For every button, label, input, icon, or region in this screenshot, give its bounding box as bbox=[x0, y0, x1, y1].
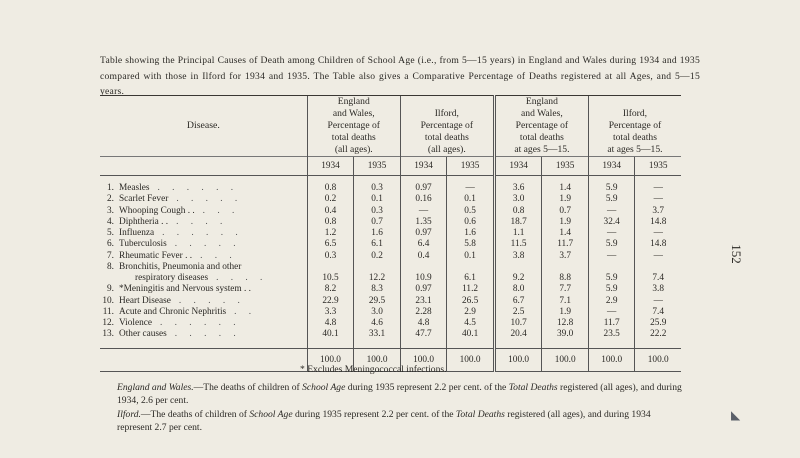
value-cell: 3.0 bbox=[354, 307, 401, 318]
row-number: 6. bbox=[107, 239, 114, 250]
value-cell: 33.1 bbox=[354, 329, 401, 340]
value-cell: 23.5 bbox=[588, 329, 635, 340]
value-cell: 3.8 bbox=[494, 251, 542, 262]
table-row bbox=[100, 251, 681, 262]
value-cell: 20.4 bbox=[494, 329, 542, 340]
leader-dots: . . . . . bbox=[174, 239, 241, 250]
value-cell: 0.97 bbox=[400, 183, 447, 194]
leader-dots: . . . . . bbox=[176, 194, 243, 205]
value-cell: 0.2 bbox=[307, 194, 354, 205]
value-cell: 9.2 bbox=[494, 273, 542, 284]
total-cell: 100.0 bbox=[542, 348, 589, 371]
row-number: 7. bbox=[107, 250, 114, 261]
year-header: 1935 bbox=[635, 157, 681, 176]
disease-name-cell bbox=[100, 194, 307, 205]
value-cell: 1.4 bbox=[542, 183, 589, 194]
disease-name: Influenza bbox=[119, 228, 155, 238]
value-cell: 11.7 bbox=[588, 318, 635, 329]
value-cell: 12.8 bbox=[542, 318, 589, 329]
table-row bbox=[100, 284, 681, 295]
value-cell: 0.7 bbox=[354, 217, 401, 228]
value-cell: 0.97 bbox=[400, 284, 447, 295]
value-cell: — bbox=[635, 251, 681, 262]
value-cell: 6.4 bbox=[400, 239, 447, 250]
leader-dots: . . . bbox=[200, 250, 237, 261]
value-cell: 8.0 bbox=[494, 284, 542, 295]
disease-name-cell bbox=[100, 206, 307, 217]
row-number: 11. bbox=[102, 306, 114, 317]
table-row bbox=[100, 296, 681, 307]
leader-dots: . . . . . bbox=[174, 329, 241, 340]
value-cell: 0.1 bbox=[447, 251, 495, 262]
table-row bbox=[100, 228, 681, 239]
value-cell: 0.4 bbox=[400, 251, 447, 262]
table-row bbox=[100, 273, 681, 284]
disease-name-cell bbox=[100, 329, 307, 340]
year-header: 1935 bbox=[542, 157, 589, 176]
row-number: 4. bbox=[107, 216, 114, 227]
value-cell: 1.6 bbox=[447, 228, 495, 239]
table-row bbox=[100, 206, 681, 217]
paragraph-ilford: Ilford.—The deaths of children of School Age during 1935 represent 2.2 per cent. of the Total Deaths registered (all ages), and during 1934 represent 2.7 per cent. bbox=[117, 409, 651, 433]
disease-name-cell bbox=[100, 284, 307, 295]
row-number: 10. bbox=[102, 295, 114, 306]
table-row bbox=[100, 318, 681, 329]
total-cell: 100.0 bbox=[447, 348, 495, 371]
row-number: 13. bbox=[102, 329, 114, 340]
header-ew-5-15: England and Wales, Percentage of total deaths at ages 5—15. bbox=[494, 96, 588, 157]
value-cell: 18.7 bbox=[494, 217, 542, 228]
total-cell: 100.0 bbox=[307, 348, 354, 371]
disease-name: Whooping Cough . . bbox=[119, 205, 195, 216]
table-row bbox=[100, 194, 681, 205]
disease-name: Scarlet Fever bbox=[119, 194, 169, 205]
value-cell: 7.7 bbox=[542, 284, 589, 295]
leader-dots: . . . . . bbox=[178, 295, 245, 306]
value-cell: 40.1 bbox=[307, 329, 354, 340]
disease-name-cell bbox=[100, 228, 307, 239]
value-cell: 3.0 bbox=[494, 194, 542, 205]
value-cell: 0.4 bbox=[307, 206, 354, 217]
disease-name: Bronchitis, Pneumonia and other bbox=[119, 261, 242, 272]
value-cell: 0.97 bbox=[400, 228, 447, 239]
value-cell: 0.8 bbox=[494, 206, 542, 217]
value-cell: 26.5 bbox=[447, 296, 495, 307]
disease-name: Other causes bbox=[119, 329, 167, 340]
value-cell: 1.9 bbox=[542, 217, 589, 228]
table-row bbox=[100, 239, 681, 250]
leader-dots: . . . . . . bbox=[157, 183, 239, 193]
value-cell: 47.7 bbox=[400, 329, 447, 340]
value-cell: 4.6 bbox=[354, 318, 401, 329]
value-cell: 5.9 bbox=[588, 194, 635, 205]
value-cell: 3.7 bbox=[635, 206, 681, 217]
table-row bbox=[100, 183, 681, 194]
value-cell: 22.9 bbox=[307, 296, 354, 307]
value-cell: 0.3 bbox=[354, 206, 401, 217]
disease-name: *Meningitis and Nervous system . . bbox=[119, 284, 251, 295]
value-cell: 11.2 bbox=[447, 284, 495, 295]
value-cell: 3.8 bbox=[635, 284, 681, 295]
paragraph-england-wales: England and Wales.—The deaths of children of School Age during 1935 represent 2.2 per cent. of the Total Deaths registered (all ages), and during 1934, 2.6 per cent. bbox=[117, 382, 682, 406]
value-cell: 1.6 bbox=[354, 228, 401, 239]
value-cell bbox=[307, 262, 354, 273]
year-header: 1934 bbox=[307, 157, 354, 176]
value-cell: — bbox=[447, 183, 495, 194]
row-number: 8. bbox=[107, 261, 114, 272]
value-cell: — bbox=[635, 183, 681, 194]
disease-name: Violence bbox=[119, 318, 152, 328]
value-cell: 0.1 bbox=[447, 194, 495, 205]
value-cell: 12.2 bbox=[354, 273, 401, 284]
value-cell: 0.2 bbox=[354, 251, 401, 262]
disease-header: Disease. bbox=[100, 96, 307, 157]
value-cell: 4.8 bbox=[400, 318, 447, 329]
value-cell: 10.7 bbox=[494, 318, 542, 329]
value-cell: 5.9 bbox=[588, 273, 635, 284]
value-cell bbox=[447, 262, 495, 273]
value-cell: 22.2 bbox=[635, 329, 681, 340]
value-cell: 0.8 bbox=[307, 183, 354, 194]
value-cell bbox=[588, 262, 635, 273]
value-cell: 4.8 bbox=[307, 318, 354, 329]
year-header: 1934 bbox=[494, 157, 542, 176]
year-header: 1935 bbox=[354, 157, 401, 176]
value-cell: 2.28 bbox=[400, 307, 447, 318]
value-cell bbox=[635, 262, 681, 273]
value-cell: 29.5 bbox=[354, 296, 401, 307]
row-number: 12. bbox=[102, 318, 114, 328]
header-ilford-5-15: Ilford, Percentage of total deaths at ages 5—15. bbox=[588, 96, 681, 157]
value-cell: 8.3 bbox=[354, 284, 401, 295]
value-cell: — bbox=[400, 206, 447, 217]
value-cell: 0.3 bbox=[307, 251, 354, 262]
leader-dots: . . . . . . bbox=[162, 228, 243, 238]
value-cell: 3.3 bbox=[307, 307, 354, 318]
leader-dots: . . bbox=[234, 306, 257, 317]
value-cell bbox=[400, 262, 447, 273]
leader-dots: . . . . bbox=[216, 273, 268, 283]
page-fold-mark-icon: ◣ bbox=[731, 408, 741, 422]
value-cell: 7.4 bbox=[635, 307, 681, 318]
value-cell: 6.7 bbox=[494, 296, 542, 307]
value-cell: 8.8 bbox=[542, 273, 589, 284]
value-cell: 14.8 bbox=[635, 217, 681, 228]
disease-name-cell bbox=[100, 318, 307, 329]
value-cell: 25.9 bbox=[635, 318, 681, 329]
row-number: 3. bbox=[107, 205, 114, 216]
value-cell: 39.0 bbox=[542, 329, 589, 340]
value-cell: 32.4 bbox=[588, 217, 635, 228]
value-cell: 1.4 bbox=[542, 228, 589, 239]
value-cell: 11.7 bbox=[542, 239, 589, 250]
disease-name-cell bbox=[100, 183, 307, 194]
value-cell: 3.7 bbox=[542, 251, 589, 262]
disease-name-cell bbox=[100, 273, 307, 284]
value-cell: 11.5 bbox=[494, 239, 542, 250]
value-cell: — bbox=[588, 206, 635, 217]
value-cell: 40.1 bbox=[447, 329, 495, 340]
total-cell: 100.0 bbox=[588, 348, 635, 371]
disease-name-cell bbox=[100, 251, 307, 262]
value-cell: 0.6 bbox=[447, 217, 495, 228]
table-row bbox=[100, 262, 681, 273]
value-cell: 6.1 bbox=[447, 273, 495, 284]
value-cell: 7.4 bbox=[635, 273, 681, 284]
header-ilford-all-ages: Ilford, Percentage of total deaths (all ages). bbox=[400, 96, 494, 157]
disease-name: Measles bbox=[119, 183, 150, 193]
row-number: 5. bbox=[107, 228, 114, 238]
value-cell: 0.7 bbox=[542, 206, 589, 217]
value-cell: — bbox=[635, 194, 681, 205]
disease-name-cell bbox=[100, 296, 307, 307]
value-cell: 2.9 bbox=[588, 296, 635, 307]
header-ew-all-ages: England and Wales, Percentage of total deaths (all ages). bbox=[307, 96, 400, 157]
value-cell: 5.9 bbox=[588, 284, 635, 295]
value-cell: 10.5 bbox=[307, 273, 354, 284]
value-cell: 0.5 bbox=[447, 206, 495, 217]
value-cell: — bbox=[635, 228, 681, 239]
page-number: 152 bbox=[728, 244, 744, 264]
disease-name: Tuberculosis bbox=[119, 239, 167, 250]
value-cell: 2.5 bbox=[494, 307, 542, 318]
table-row bbox=[100, 329, 681, 340]
value-cell: — bbox=[588, 228, 635, 239]
leader-dots: . . . . bbox=[176, 216, 228, 227]
value-cell: 3.6 bbox=[494, 183, 542, 194]
total-cell: 100.0 bbox=[494, 348, 542, 371]
year-row bbox=[100, 157, 681, 176]
value-cell: — bbox=[635, 296, 681, 307]
disease-name: Heart Disease bbox=[119, 295, 171, 306]
table-title: Table showing the Principal Causes of Death among Children of School Age (i.e., from 5—15 years) in England and Wales during 1934 and 1935 compared with those in Ilford for 1934 and 1935. The Table also gives a Comparative Percentage of Deaths registered at all Ages, and 5—15 years. bbox=[100, 55, 700, 97]
disease-name: Acute and Chronic Nephritis bbox=[119, 306, 227, 317]
value-cell bbox=[494, 262, 542, 273]
row-number: 1. bbox=[107, 183, 114, 193]
value-cell: — bbox=[588, 251, 635, 262]
value-cell: 5.8 bbox=[447, 239, 495, 250]
year-header: 1934 bbox=[400, 157, 447, 176]
value-cell bbox=[354, 262, 401, 273]
value-cell: 5.9 bbox=[588, 183, 635, 194]
value-cell: 0.3 bbox=[354, 183, 401, 194]
total-cell: 100.0 bbox=[635, 348, 681, 371]
value-cell: 6.1 bbox=[354, 239, 401, 250]
disease-name: Diphtheria . . bbox=[119, 216, 169, 227]
total-cell: 100.0 bbox=[354, 348, 401, 371]
value-cell: 7.1 bbox=[542, 296, 589, 307]
value-cell: 0.8 bbox=[307, 217, 354, 228]
value-cell: 2.9 bbox=[447, 307, 495, 318]
mortality-table bbox=[100, 95, 681, 372]
table-row bbox=[100, 217, 681, 228]
value-cell: 5.9 bbox=[588, 239, 635, 250]
table-body bbox=[100, 176, 681, 341]
disease-name-cell bbox=[100, 217, 307, 228]
value-cell: 4.5 bbox=[447, 318, 495, 329]
table-row bbox=[100, 307, 681, 318]
row-number: 9. bbox=[107, 284, 114, 295]
year-header: 1934 bbox=[588, 157, 635, 176]
value-cell: 0.16 bbox=[400, 194, 447, 205]
leader-dots: . . . bbox=[202, 205, 240, 216]
value-cell: — bbox=[588, 307, 635, 318]
value-cell: 1.35 bbox=[400, 217, 447, 228]
value-cell: 1.2 bbox=[307, 228, 354, 239]
leader-dots: . . . . . . bbox=[160, 318, 241, 328]
total-cell: 100.0 bbox=[400, 348, 447, 371]
value-cell: 23.1 bbox=[400, 296, 447, 307]
value-cell: 10.9 bbox=[400, 273, 447, 284]
value-cell bbox=[542, 262, 589, 273]
value-cell: 8.2 bbox=[307, 284, 354, 295]
value-cell: 14.8 bbox=[635, 239, 681, 250]
value-cell: 1.9 bbox=[542, 194, 589, 205]
disease-name-cell bbox=[100, 262, 307, 273]
disease-name: Rheumatic Fever . . bbox=[119, 250, 193, 261]
value-cell: 6.5 bbox=[307, 239, 354, 250]
footnote: * Excludes Meningococcal infections. bbox=[300, 364, 447, 375]
disease-name-cell bbox=[100, 239, 307, 250]
disease-name-cell bbox=[100, 307, 307, 318]
year-header: 1935 bbox=[447, 157, 495, 176]
row-number: 2. bbox=[107, 194, 114, 205]
value-cell: 1.9 bbox=[542, 307, 589, 318]
value-cell: 0.1 bbox=[354, 194, 401, 205]
disease-name: respiratory diseases bbox=[135, 273, 209, 283]
value-cell: 1.1 bbox=[494, 228, 542, 239]
